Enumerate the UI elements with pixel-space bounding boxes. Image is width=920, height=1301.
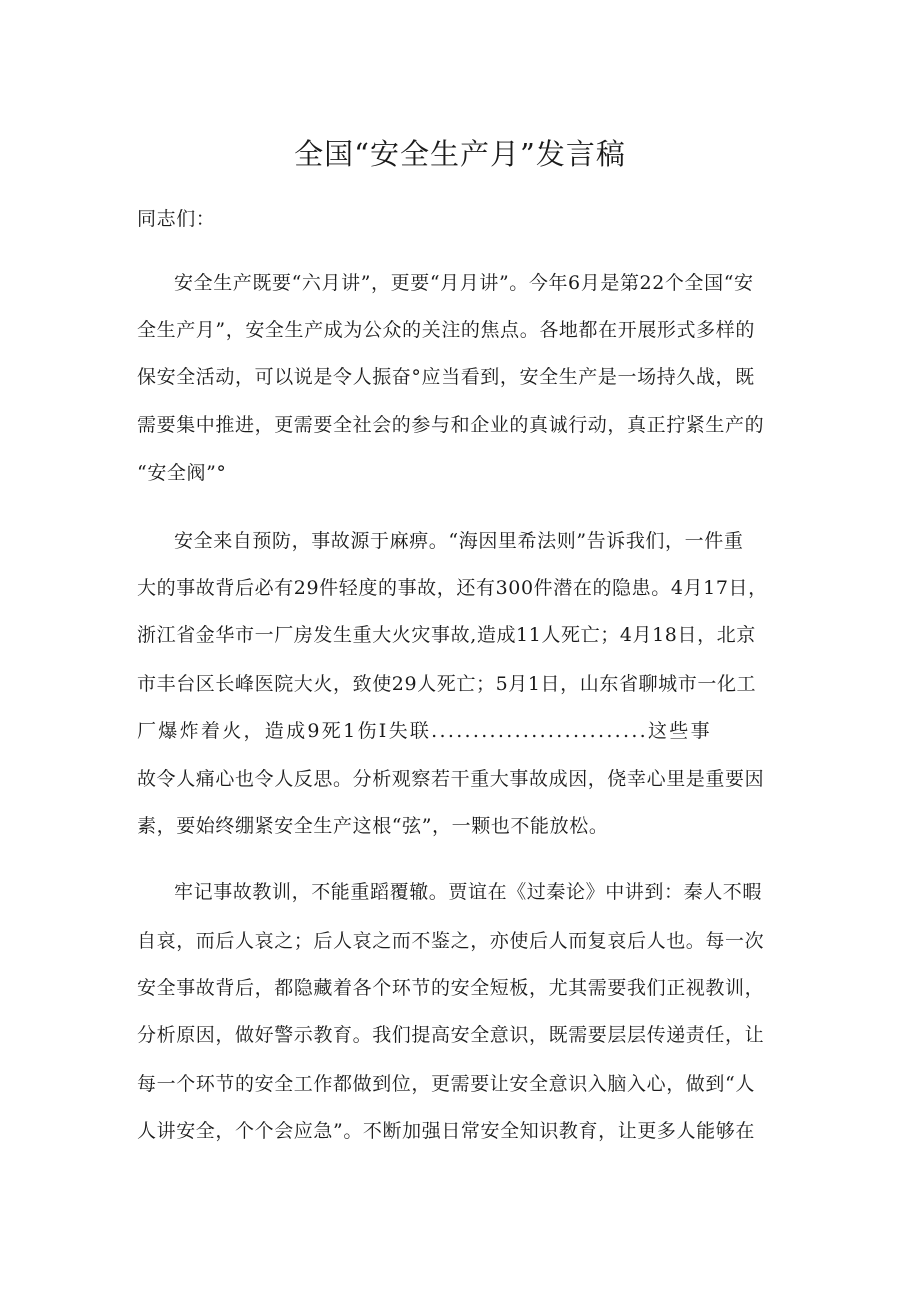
paragraph-line: 全生产月”，安全生产成为公众的关注的焦点。各地都在开展形式多样的 [137, 319, 755, 341]
paragraph-line: 保安全活动，可以说是令人振奋°应当看到，安全生产是一场持久战，既 [137, 366, 755, 388]
paragraph-line: 自哀，而后人哀之；后人哀之而不鉴之，亦使后人而复哀后人也。每一次 [137, 930, 765, 952]
paragraph-line: 故令人痛心也令人反思。分析观察若干重大事故成因，侥幸心里是重要因 [137, 768, 765, 790]
paragraph-line: 需要集中推进，更需要全社会的参与和企业的真诚行动，真正拧紧生产的 [137, 414, 765, 436]
paragraph-line: 市丰台区长峰医院大火，致使29人死亡；5月1日，山东省聊城市一化工 [137, 673, 757, 695]
salutation: 同志们： [137, 208, 216, 230]
paragraph-line: 分析原因，做好警示教育。我们提高安全意识，既需要层层传递责任，让 [137, 1024, 765, 1046]
paragraph-line: 大的事故背后必有29件轻度的事故，还有300件潜在的隐患。4月17日， [137, 577, 768, 599]
paragraph-line: 牢记事故教训，不能重蹈覆辙。贾谊在《过秦论》中讲到：秦人不暇 [174, 881, 763, 903]
document-title: 全国“安全生产月”发言稿 [294, 137, 626, 171]
paragraph-line: 每一个环节的安全工作都做到位，更需要让安全意识入脑入心，做到“人 [137, 1073, 755, 1095]
paragraph-line: 浙江省金华市一厂房发生重大火灾事故,造成11人死亡；4月18日，北京 [137, 624, 756, 646]
paragraph-line: 安全来自预防，事故源于麻痹。“海因里希法则”告诉我们，一件重 [174, 530, 744, 552]
paragraph-line: 人讲安全，个个会应急”。不断加强日常安全知识教育，让更多人能够在 [137, 1120, 755, 1142]
paragraph-line: 安全事故背后，都隐藏着各个环节的安全短板，尤其需要我们正视教训， [137, 977, 765, 999]
paragraph-line: 安全生产既要“六月讲”，更要“月月讲”。今年6月是第22个全国“安 [174, 272, 754, 294]
paragraph-line: 素，要始终绷紧安全生产这根“弦”，一颗也不能放松。 [137, 815, 609, 837]
paragraph-line: “安全阀”° [137, 462, 227, 484]
paragraph-line: 厂爆炸着火，造成9死1伤I失联..........................这些事 [137, 720, 712, 742]
